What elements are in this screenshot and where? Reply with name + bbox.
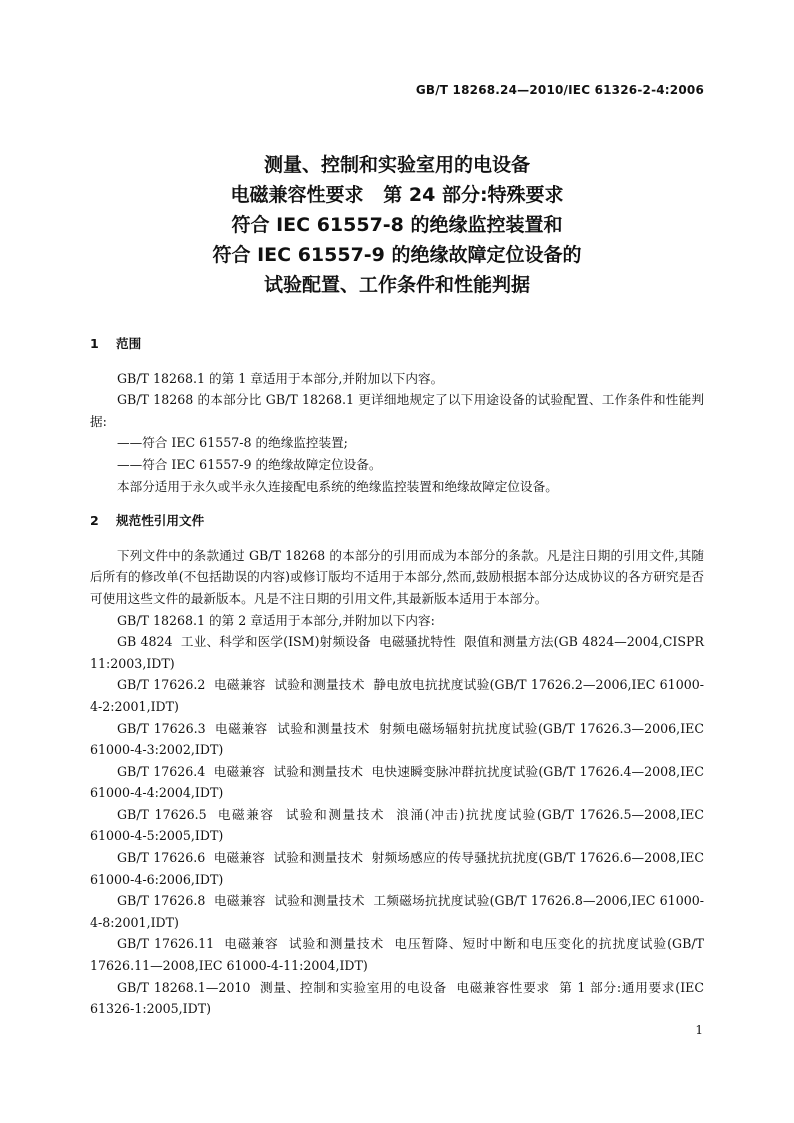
reference-item: GB/T 18268.1—2010 测量、控制和实验室用的电设备 电磁兼容性要求 第 1 部分:通用要求(IEC 61326-1:2005,IDT) xyxy=(90,979,709,1017)
reference-item: GB/T 17626.6 电磁兼容 试验和测量技术 射频场感应的传导骚扰抗扰度(GB/T 17626.6—2008,IEC 61000-4-6:2006,IDT) xyxy=(90,850,709,887)
section-1-heading xyxy=(90,333,704,355)
list-item: ——符合 IEC 61557-9 的绝缘故障定位设备。 xyxy=(117,456,382,472)
reference-item: GB/T 17626.11 电磁兼容 试验和测量技术 电压暂降、短时中断和电压变化的抗扰度试验(GB/T 17626.11—2008,IEC 61000-4-11:2004,IDT) xyxy=(90,936,709,974)
section-2-heading xyxy=(90,510,704,532)
document-body xyxy=(90,333,709,1020)
section-number: 2 xyxy=(90,513,99,529)
list-item: ——符合 IEC 61557-8 的绝缘监控装置; xyxy=(117,435,348,451)
paragraph: 本部分适用于永久或半永久连接配电系统的绝缘监控装置和绝缘故障定位设备。 xyxy=(117,478,558,494)
page-number: 1 xyxy=(695,1023,703,1037)
paragraph: GB/T 18268.1 的第 2 章适用于本部分,并附加以下内容: xyxy=(117,612,435,628)
reference-item: GB/T 17626.4 电磁兼容 试验和测量技术 电快速瞬变脉冲群抗扰度试验(GB/T 17626.4—2008,IEC 61000-4-4:2004,IDT) xyxy=(90,763,709,801)
document-title xyxy=(0,150,794,300)
title-line: 测量、控制和实验室用的电设备 xyxy=(263,154,530,176)
reference-item: GB/T 17626.5 电磁兼容 试验和测量技术 浪涌(冲击)抗扰度试验(GB/T 17626.5—2008,IEC 61000-4-5:2005,IDT) xyxy=(90,806,709,844)
paragraph: 下列文件中的条款通过 GB/T 18268 的本部分的引用而成为本部分的条款。凡是注日期的引用文件,其随后所有的修改单(不包括勘误的内容)或修订版均不适用于本部分,然而,鼓励根据本部分达成协议的各方研究是否可使用这些文件的最新版本。凡是不注日期的引用文件,其最新版本适用于本部分。 xyxy=(90,547,704,606)
reference-item: GB/T 17626.3 电磁兼容 试验和测量技术 射频电磁场辐射抗扰度试验(GB/T 17626.3—2006,IEC 61000-4-3:2002,IDT) xyxy=(90,720,709,758)
section-title: 范围 xyxy=(116,336,142,351)
title-line: 试验配置、工作条件和性能判据 xyxy=(263,274,530,296)
paragraph: GB/T 18268 的本部分比 GB/T 18268.1 更详细地规定了以下用途设备的试验配置、工作条件和性能判据: xyxy=(90,392,704,429)
title-line: 电磁兼容性要求 第 24 部分:特殊要求 xyxy=(230,184,564,206)
document-code-header: GB/T 18268.24—2010/IEC 61326-2-4:2006 xyxy=(415,83,704,97)
section-title: 规范性引用文件 xyxy=(116,513,205,529)
title-line: 符合 IEC 61557-9 的绝缘故障定位设备的 xyxy=(212,244,582,266)
paragraph: GB/T 18268.1 的第 1 章适用于本部分,并附加以下内容。 xyxy=(117,370,444,386)
reference-item: GB/T 17626.2 电磁兼容 试验和测量技术 静电放电抗扰度试验(GB/T 17626.2—2006,IEC 61000-4-2:2001,IDT) xyxy=(90,677,704,714)
section-number: 1 xyxy=(90,336,99,351)
reference-item: GB 4824 工业、科学和医学(ISM)射频设备 电磁骚扰特性 限值和测量方法(GB 4824—2004,CISPR 11:2003,IDT) xyxy=(90,634,709,671)
title-line: 符合 IEC 61557-8 的绝缘监控装置和 xyxy=(231,214,563,236)
reference-item: GB/T 17626.8 电磁兼容 试验和测量技术 工频磁场抗扰度试验(GB/T 17626.8—2006,IEC 61000-4-8:2001,IDT) xyxy=(90,893,704,930)
